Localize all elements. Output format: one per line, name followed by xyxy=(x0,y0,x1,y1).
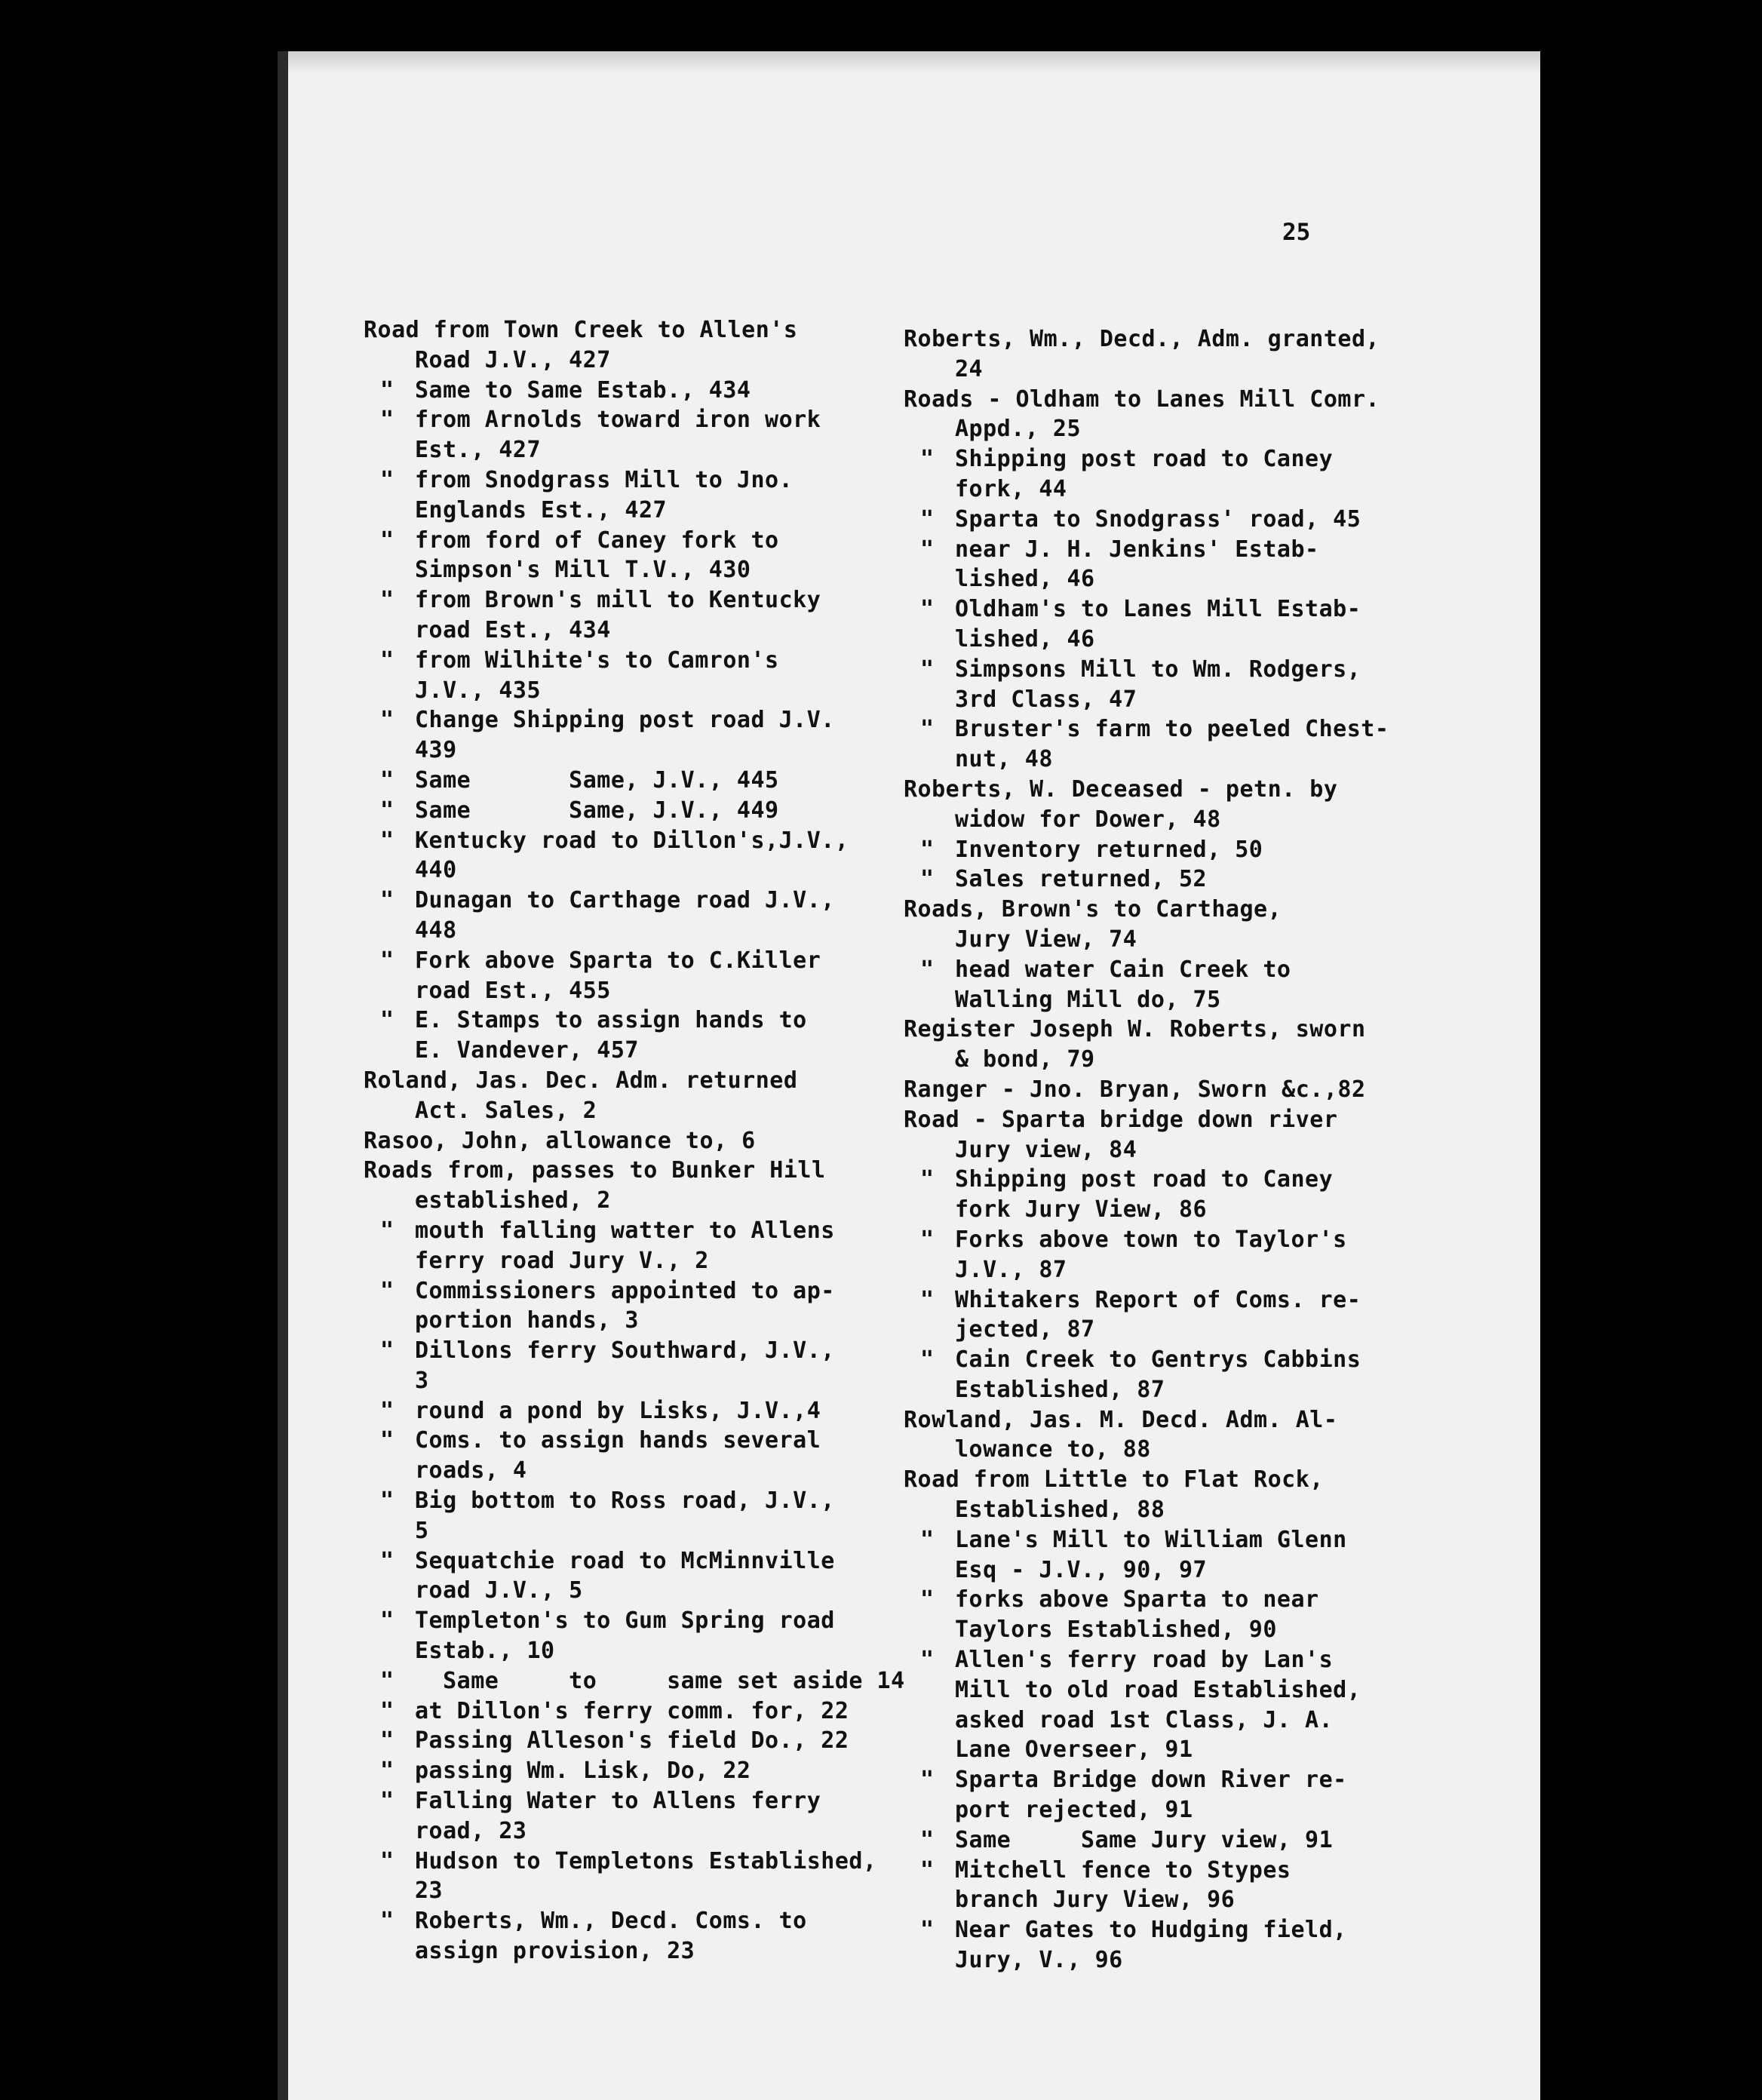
index-entry-line xyxy=(364,1066,937,1096)
ditto-mark: " xyxy=(380,1667,394,1694)
index-entry-text: Sequatchie road to McMinnville xyxy=(415,1547,835,1574)
index-entry-line xyxy=(364,1036,937,1066)
ditto-mark: " xyxy=(380,1697,394,1724)
index-entry-line xyxy=(364,1936,937,1966)
ditto-mark: " xyxy=(380,1758,394,1785)
ditto-mark: " xyxy=(380,407,394,434)
index-entry-line xyxy=(904,1405,1522,1435)
ditto-mark: " xyxy=(380,1607,394,1635)
index-entry-line xyxy=(904,1045,1522,1075)
index-entry-line xyxy=(904,1195,1522,1225)
index-entry-line xyxy=(364,1096,937,1126)
index-entry-text: Passing Alleson's field Do., 22 xyxy=(415,1727,849,1755)
index-entry-line xyxy=(904,1645,1522,1675)
index-entry-line xyxy=(364,1156,937,1186)
ditto-mark: " xyxy=(380,707,394,734)
index-entry-text: Sparta Bridge down River re- xyxy=(955,1767,1347,1794)
index-entry-line xyxy=(364,1666,937,1696)
index-entry-text: road J.V., 5 xyxy=(415,1577,583,1604)
index-entry-line xyxy=(904,895,1522,925)
index-entry-line xyxy=(364,1786,937,1816)
ditto-mark: " xyxy=(920,1917,935,1944)
index-entry-text: Roland, Jas. Dec. Adm. returned xyxy=(364,1067,798,1094)
index-entry-line xyxy=(904,1945,1522,1976)
index-entry-text: Bruster's farm to peeled Chest- xyxy=(955,716,1389,743)
index-entry-line xyxy=(364,946,937,976)
index-entry-text: road, 23 xyxy=(415,1817,527,1844)
ditto-mark: " xyxy=(380,1007,394,1034)
index-entry-line xyxy=(904,714,1522,745)
index-entry-line xyxy=(904,1705,1522,1736)
index-entry-text: Simpson's Mill T.V., 430 xyxy=(415,557,751,584)
index-entry-line xyxy=(904,535,1522,565)
ditto-mark: " xyxy=(380,587,394,614)
index-entry-line xyxy=(904,1795,1522,1825)
index-entry-line xyxy=(904,1075,1522,1105)
index-entry-text: Jury view, 84 xyxy=(955,1136,1137,1163)
index-entry-line xyxy=(904,1495,1522,1525)
index-entry-text: Simpsons Mill to Wm. Rodgers, xyxy=(955,655,1361,683)
ditto-mark: " xyxy=(920,1826,935,1853)
index-entry-line xyxy=(364,916,937,946)
index-entry-line xyxy=(364,1366,937,1396)
index-entry-line xyxy=(904,1285,1522,1316)
index-entry-line xyxy=(904,355,1522,385)
index-entry-text: Whitakers Report of Coms. re- xyxy=(955,1286,1361,1313)
index-column-right xyxy=(904,324,1522,1976)
index-entry-line xyxy=(904,685,1522,715)
index-entry-line xyxy=(904,1105,1522,1135)
index-entry-line xyxy=(904,655,1522,685)
index-entry-line xyxy=(904,1915,1522,1945)
index-entry-line xyxy=(364,705,937,735)
index-entry-text: Templeton's to Gum Spring road xyxy=(415,1607,835,1635)
ditto-mark: " xyxy=(380,1277,394,1304)
ditto-mark: " xyxy=(920,505,935,533)
index-entry-text: J.V., 435 xyxy=(415,677,542,704)
index-entry-line xyxy=(364,376,937,406)
index-entry-line xyxy=(364,1546,937,1577)
index-entry-text: Dunagan to Carthage road J.V., xyxy=(415,887,835,914)
index-entry-line xyxy=(364,886,937,916)
index-entry-text: Kentucky road to Dillon's,J.V., xyxy=(415,827,849,854)
ditto-mark: " xyxy=(920,1856,935,1884)
index-entry-text: lished, 46 xyxy=(955,566,1095,593)
index-entry-text: Roberts, W. Deceased - petn. by xyxy=(904,775,1338,803)
index-entry-line xyxy=(364,405,937,435)
index-entry-line xyxy=(904,1525,1522,1555)
index-entry-text: E. Stamps to assign hands to xyxy=(415,1007,807,1034)
index-entry-text: 448 xyxy=(415,916,457,944)
index-entry-text: Same to same set aside 14 xyxy=(415,1667,905,1694)
index-entry-line xyxy=(904,1825,1522,1856)
index-entry-line xyxy=(904,1735,1522,1765)
index-entry-line xyxy=(904,444,1522,474)
index-entry-line xyxy=(364,1216,937,1246)
index-entry-text: 23 xyxy=(415,1877,444,1905)
index-entry-text: Shipping post road to Caney xyxy=(955,446,1334,473)
index-entry-line xyxy=(364,1516,937,1546)
index-entry-text: 3rd Class, 47 xyxy=(955,686,1137,713)
index-entry-line xyxy=(364,976,937,1006)
index-entry-line xyxy=(904,1225,1522,1255)
index-entry-line xyxy=(904,594,1522,625)
index-entry-text: Inventory returned, 50 xyxy=(955,836,1263,863)
index-entry-text: from Arnolds toward iron work xyxy=(415,407,821,434)
ditto-mark: " xyxy=(380,466,394,493)
index-entry-text: at Dillon's ferry comm. for, 22 xyxy=(415,1697,849,1724)
index-entry-text: 439 xyxy=(415,737,457,764)
ditto-mark: " xyxy=(380,887,394,914)
index-entry-text: Appd., 25 xyxy=(955,416,1082,443)
index-entry-line xyxy=(364,1636,937,1666)
index-entry-text: Same Same, J.V., 449 xyxy=(415,797,779,824)
index-entry-line xyxy=(904,1465,1522,1495)
index-entry-line xyxy=(364,1906,937,1936)
index-entry-text: head water Cain Creek to xyxy=(955,956,1291,983)
index-entry-line xyxy=(904,1765,1522,1795)
index-entry-text: Same to Same Estab., 434 xyxy=(415,376,751,404)
index-entry-line xyxy=(904,1885,1522,1915)
index-entry-line xyxy=(904,1255,1522,1285)
ditto-mark: " xyxy=(380,827,394,854)
ditto-mark: " xyxy=(920,1586,935,1613)
index-entry-line xyxy=(904,1345,1522,1375)
index-entry-text: Ranger - Jno. Bryan, Sworn &c.,82 xyxy=(904,1076,1366,1103)
index-entry-line xyxy=(364,1876,937,1906)
index-entry-text: Roads from, passes to Bunker Hill xyxy=(364,1157,826,1184)
ditto-mark: " xyxy=(920,1647,935,1674)
index-entry-line xyxy=(904,324,1522,355)
index-entry-line xyxy=(364,1816,937,1847)
index-entry-line xyxy=(364,646,937,676)
ditto-mark: " xyxy=(920,1286,935,1313)
ditto-mark: " xyxy=(920,836,935,863)
index-entry-text: Rowland, Jas. M. Decd. Adm. Al- xyxy=(904,1406,1338,1433)
index-entry-text: Established, 87 xyxy=(955,1376,1165,1403)
index-entry-text: assign provision, 23 xyxy=(415,1938,695,1965)
index-entry-text: from Brown's mill to Kentucky xyxy=(415,587,821,614)
index-entry-text: Near Gates to Hudging field, xyxy=(955,1917,1347,1944)
index-entry-text: port rejected, 91 xyxy=(955,1797,1193,1824)
index-entry-text: J.V., 87 xyxy=(955,1256,1067,1283)
index-entry-line xyxy=(364,616,937,646)
index-entry-line xyxy=(364,1276,937,1306)
page-number: 25 xyxy=(1282,219,1311,246)
document-page xyxy=(278,51,1540,2100)
index-entry-text: Taylors Established, 90 xyxy=(955,1616,1277,1644)
index-entry-line xyxy=(364,555,937,585)
index-entry-line xyxy=(364,1426,937,1456)
ditto-mark: " xyxy=(920,1767,935,1794)
index-entry-line xyxy=(904,775,1522,805)
index-entry-text: Fork above Sparta to C.Killer xyxy=(415,947,821,974)
index-entry-text: Change Shipping post road J.V. xyxy=(415,707,835,734)
index-entry-text: from Snodgrass Mill to Jno. xyxy=(415,466,794,493)
index-entry-text: Sparta to Snodgrass' road, 45 xyxy=(955,505,1361,533)
index-entry-text: mouth falling watter to Allens xyxy=(415,1217,835,1244)
ditto-mark: " xyxy=(920,1166,935,1193)
index-entry-line xyxy=(364,1696,937,1727)
ditto-mark: " xyxy=(920,596,935,623)
index-entry-text: Shipping post road to Caney xyxy=(955,1166,1334,1193)
index-entry-line xyxy=(904,1315,1522,1345)
ditto-mark: " xyxy=(920,716,935,743)
index-entry-line xyxy=(364,1456,937,1486)
index-entry-text: Lane Overseer, 91 xyxy=(955,1736,1193,1764)
index-entry-line xyxy=(364,766,937,796)
index-entry-line xyxy=(904,925,1522,955)
index-entry-line xyxy=(364,1336,937,1366)
index-entry-text: asked road 1st Class, J. A. xyxy=(955,1706,1334,1733)
index-entry-text: lowance to, 88 xyxy=(955,1436,1151,1463)
index-entry-text: Hudson to Templetons Established, xyxy=(415,1847,877,1874)
ditto-mark: " xyxy=(380,1397,394,1424)
index-entry-line xyxy=(904,564,1522,594)
index-column-left xyxy=(364,315,937,1966)
index-entry-text: & bond, 79 xyxy=(955,1046,1095,1073)
index-entry-text: lished, 46 xyxy=(955,625,1095,652)
index-entry-text: Forks above town to Taylor's xyxy=(955,1226,1347,1253)
index-entry-text: Roads, Brown's to Carthage, xyxy=(904,896,1282,923)
ditto-mark: " xyxy=(380,527,394,554)
index-entry-text: Roberts, Wm., Decd., Adm. granted, xyxy=(904,326,1380,352)
ditto-mark: " xyxy=(380,797,394,824)
ditto-mark: " xyxy=(380,376,394,404)
index-entry-line xyxy=(904,955,1522,985)
index-entry-text: 5 xyxy=(415,1517,429,1544)
index-entry-text: Rasoo, John, allowance to, 6 xyxy=(364,1127,756,1154)
index-entry-line xyxy=(364,826,937,856)
ditto-mark: " xyxy=(380,1547,394,1574)
ditto-mark: " xyxy=(920,655,935,683)
index-entry-line xyxy=(904,1856,1522,1886)
index-entry-text: Commissioners appointed to ap- xyxy=(415,1277,835,1304)
index-entry-text: Est., 427 xyxy=(415,437,542,464)
index-entry-line xyxy=(364,496,937,526)
index-entry-text: Register Joseph W. Roberts, sworn xyxy=(904,1016,1366,1043)
ditto-mark: " xyxy=(920,536,935,563)
index-entry-text: portion hands, 3 xyxy=(415,1307,639,1334)
ditto-mark: " xyxy=(920,1526,935,1553)
index-entry-text: Oldham's to Lanes Mill Estab- xyxy=(955,596,1361,623)
index-entry-line xyxy=(364,345,937,376)
index-entry-text: Roads - Oldham to Lanes Mill Comr. xyxy=(904,385,1380,413)
ditto-mark: " xyxy=(380,646,394,674)
index-entry-line xyxy=(904,1165,1522,1195)
index-entry-text: road Est., 455 xyxy=(415,977,611,1004)
index-entry-line xyxy=(364,1606,937,1636)
index-entry-line xyxy=(364,735,937,766)
index-entry-text: 3 xyxy=(415,1367,429,1394)
index-entry-text: fork, 44 xyxy=(955,475,1067,502)
ditto-mark: " xyxy=(380,1337,394,1365)
ditto-mark: " xyxy=(920,446,935,473)
index-entry-text: Same Same, J.V., 445 xyxy=(415,766,779,794)
index-entry-text: Cain Creek to Gentrys Cabbins xyxy=(955,1346,1361,1374)
index-entry-line xyxy=(364,585,937,616)
index-entry-text: forks above Sparta to near xyxy=(955,1586,1319,1613)
index-entry-line xyxy=(364,796,937,826)
index-entry-text: Mitchell fence to Stypes xyxy=(955,1856,1291,1884)
index-entry-text: ferry road Jury V., 2 xyxy=(415,1247,709,1274)
index-entry-text: Road J.V., 427 xyxy=(415,346,611,373)
ditto-mark: " xyxy=(380,1727,394,1755)
index-entry-line xyxy=(904,985,1522,1015)
index-entry-line xyxy=(364,1726,937,1756)
index-entry-text: from ford of Caney fork to xyxy=(415,527,779,554)
index-entry-text: Sales returned, 52 xyxy=(955,866,1208,893)
index-entry-line xyxy=(364,1246,937,1276)
index-entry-line xyxy=(364,526,937,556)
index-entry-line xyxy=(364,1005,937,1036)
index-entry-text: Roberts, Wm., Decd. Coms. to xyxy=(415,1908,807,1935)
index-entry-line xyxy=(904,385,1522,415)
index-entry-text: round a pond by Lisks, J.V.,4 xyxy=(415,1397,821,1424)
index-entry-line xyxy=(904,505,1522,535)
index-entry-line xyxy=(904,805,1522,835)
index-entry-text: Walling Mill do, 75 xyxy=(955,986,1221,1013)
index-entry-line xyxy=(904,1585,1522,1615)
index-entry-text: Mill to old road Established, xyxy=(955,1676,1361,1703)
index-entry-text: Big bottom to Ross road, J.V., xyxy=(415,1488,835,1515)
ditto-mark: " xyxy=(380,1847,394,1874)
index-entry-line xyxy=(364,1396,937,1426)
index-entry-line xyxy=(904,414,1522,444)
ditto-mark: " xyxy=(380,1488,394,1515)
index-entry-line xyxy=(904,745,1522,775)
index-entry-text: Act. Sales, 2 xyxy=(415,1097,597,1124)
index-entry-line xyxy=(364,1126,937,1156)
index-entry-line xyxy=(364,1847,937,1877)
index-entry-text: near J. H. Jenkins' Estab- xyxy=(955,536,1319,563)
index-entry-text: Allen's ferry road by Lan's xyxy=(955,1647,1334,1674)
ditto-mark: " xyxy=(380,766,394,794)
index-entry-text: fork Jury View, 86 xyxy=(955,1196,1208,1223)
index-entry-text: Coms. to assign hands several xyxy=(415,1427,821,1454)
index-entry-line xyxy=(364,1576,937,1606)
ditto-mark: " xyxy=(380,1427,394,1454)
index-entry-line xyxy=(364,315,937,345)
index-entry-line xyxy=(364,1306,937,1336)
index-entry-text: Jury View, 74 xyxy=(955,926,1137,953)
index-entry-text: jected, 87 xyxy=(955,1316,1095,1343)
index-entry-text: E. Vandever, 457 xyxy=(415,1037,639,1064)
index-entry-line xyxy=(904,625,1522,655)
ditto-mark: " xyxy=(380,1217,394,1244)
index-entry-line xyxy=(364,1756,937,1786)
index-entry-text: from Wilhite's to Camron's xyxy=(415,646,779,674)
index-entry-text: Road from Little to Flat Rock, xyxy=(904,1466,1324,1494)
ditto-mark: " xyxy=(920,1226,935,1253)
index-entry-text: Estab., 10 xyxy=(415,1638,555,1665)
index-entry-text: branch Jury View, 96 xyxy=(955,1887,1236,1914)
index-entry-line xyxy=(904,864,1522,895)
ditto-mark: " xyxy=(380,1788,394,1815)
index-entry-line xyxy=(364,855,937,886)
index-entry-text: Englands Est., 427 xyxy=(415,496,668,523)
index-entry-text: Jury, V., 96 xyxy=(955,1947,1123,1974)
index-entry-text: Road - Sparta bridge down river xyxy=(904,1106,1338,1133)
index-entry-line xyxy=(904,1675,1522,1705)
index-entry-line xyxy=(364,1486,937,1516)
index-entry-line xyxy=(904,1435,1522,1465)
index-entry-text: Falling Water to Allens ferry xyxy=(415,1788,821,1815)
index-entry-line xyxy=(904,474,1522,505)
ditto-mark: " xyxy=(380,1908,394,1935)
index-entry-text: Established, 88 xyxy=(955,1497,1165,1524)
ditto-mark: " xyxy=(380,947,394,974)
index-entry-text: nut, 48 xyxy=(955,746,1053,773)
index-entry-text: Dillons ferry Southward, J.V., xyxy=(415,1337,835,1365)
index-entry-text: roads, 4 xyxy=(415,1457,527,1484)
index-entry-line xyxy=(904,835,1522,865)
index-entry-line xyxy=(904,1015,1522,1045)
index-entry-text: Esq - J.V., 90, 97 xyxy=(955,1556,1208,1583)
index-entry-line xyxy=(364,435,937,465)
index-entry-line xyxy=(904,1375,1522,1405)
index-entry-text: 440 xyxy=(415,857,457,884)
index-entry-text: Lane's Mill to William Glenn xyxy=(955,1526,1347,1553)
index-entry-text: established, 2 xyxy=(415,1187,611,1214)
index-entry-text: Same Same Jury view, 91 xyxy=(955,1826,1334,1853)
index-entry-text: 24 xyxy=(955,355,984,382)
index-entry-line xyxy=(904,1615,1522,1645)
index-entry-text: passing Wm. Lisk, Do, 22 xyxy=(415,1758,751,1785)
index-entry-line xyxy=(364,465,937,496)
ditto-mark: " xyxy=(920,866,935,893)
index-entry-line xyxy=(364,1186,937,1216)
index-entry-line xyxy=(904,1555,1522,1586)
index-entry-text: widow for Dower, 48 xyxy=(955,806,1221,833)
ditto-mark: " xyxy=(920,1346,935,1374)
index-entry-line xyxy=(364,676,937,706)
index-entry-text: Road from Town Creek to Allen's xyxy=(364,317,798,343)
ditto-mark: " xyxy=(920,956,935,983)
index-entry-text: road Est., 434 xyxy=(415,616,611,643)
index-entry-line xyxy=(904,1135,1522,1165)
